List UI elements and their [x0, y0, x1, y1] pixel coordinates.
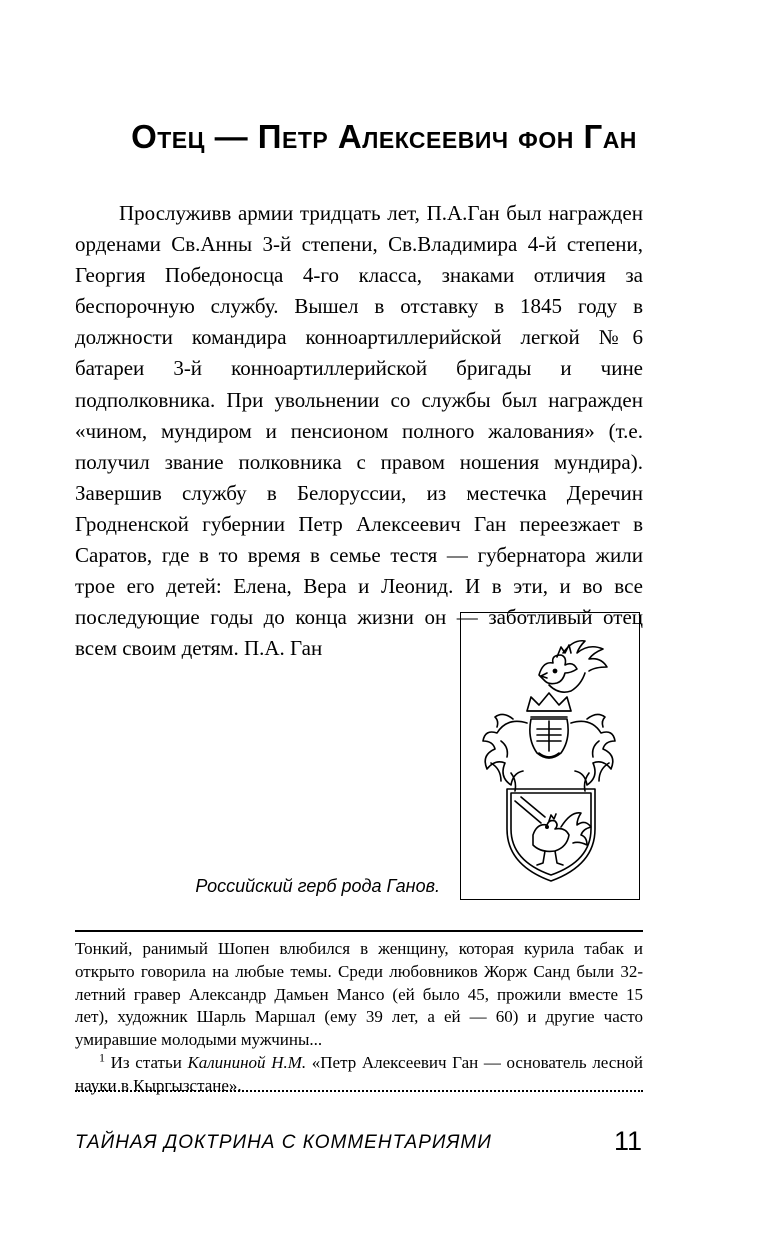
- footnote-separator: [75, 930, 643, 932]
- footnote-1-mark: 1: [99, 1050, 105, 1065]
- chapter-title: Отец — Петр Алексеевич фон Ган: [131, 118, 637, 155]
- footnotes: [75, 938, 643, 1098]
- running-footer-title: ТАЙНАЯ ДОКТРИНА С КОММЕНТАРИЯМИ: [75, 1132, 492, 1153]
- footnote-1-text: «Петр Алексеевич Ган — основатель лесной науки в Кыргызстане».: [75, 1052, 644, 1095]
- coat-of-arms-figure: [460, 612, 640, 900]
- page-number: 11: [613, 1126, 642, 1156]
- body-paragraph: Прослуживв армии тридцать лет, П.А.Ган был награжден орденами Св.Анны 3-й степени, Св.Владимира 4-й степени, Георгия Победоносца 4-го класса, знаками отличия за беспорочную службу. Вышел в отставку в 1845 году в должности командира конноартиллерийской легкой №6 батареи 3-й конноартиллерийской бригады и чине подполковника. При увольнении со службы был награжден «чином, мундиром и пенсионом полного жалования» (т.е. получил звание полковника с правом ношения мундира). Завершив службу в Белоруссии, из местечка Деречин Гродненской губернии Петр Алексеевич Ган переезжает в Саратов, где в то время в семье тестя — губернатора жили трое его детей: Елена, Вера и Леонид. И в эти, и во все последующие годы до конца жизни он — заботливый отец всем своим детям. П.А. Ган: [75, 201, 643, 661]
- coat-of-arms-image: [461, 613, 639, 899]
- figure-caption: Российский герб рода Ганов.: [195, 876, 440, 896]
- footer-separator: [75, 1090, 643, 1092]
- footnote-1-prefix: Из статьи: [110, 1052, 188, 1072]
- footnote-continued-text: Тонкий, ранимый Шопен влюбился в женщину, которая курила табак и открыто говорила на любые темы. Среди любовников Жорж Санд были 32-летний гравер Александр Дамьен Мансо (ей было 45, прожили вместе 15 лет), художник Шарль Маршал (ему 39 лет, а ей — 60) и другие часто умиравшие молодыми мужчины...: [75, 939, 643, 1050]
- footnote-1-author: Калининой Н.М.: [187, 1052, 307, 1072]
